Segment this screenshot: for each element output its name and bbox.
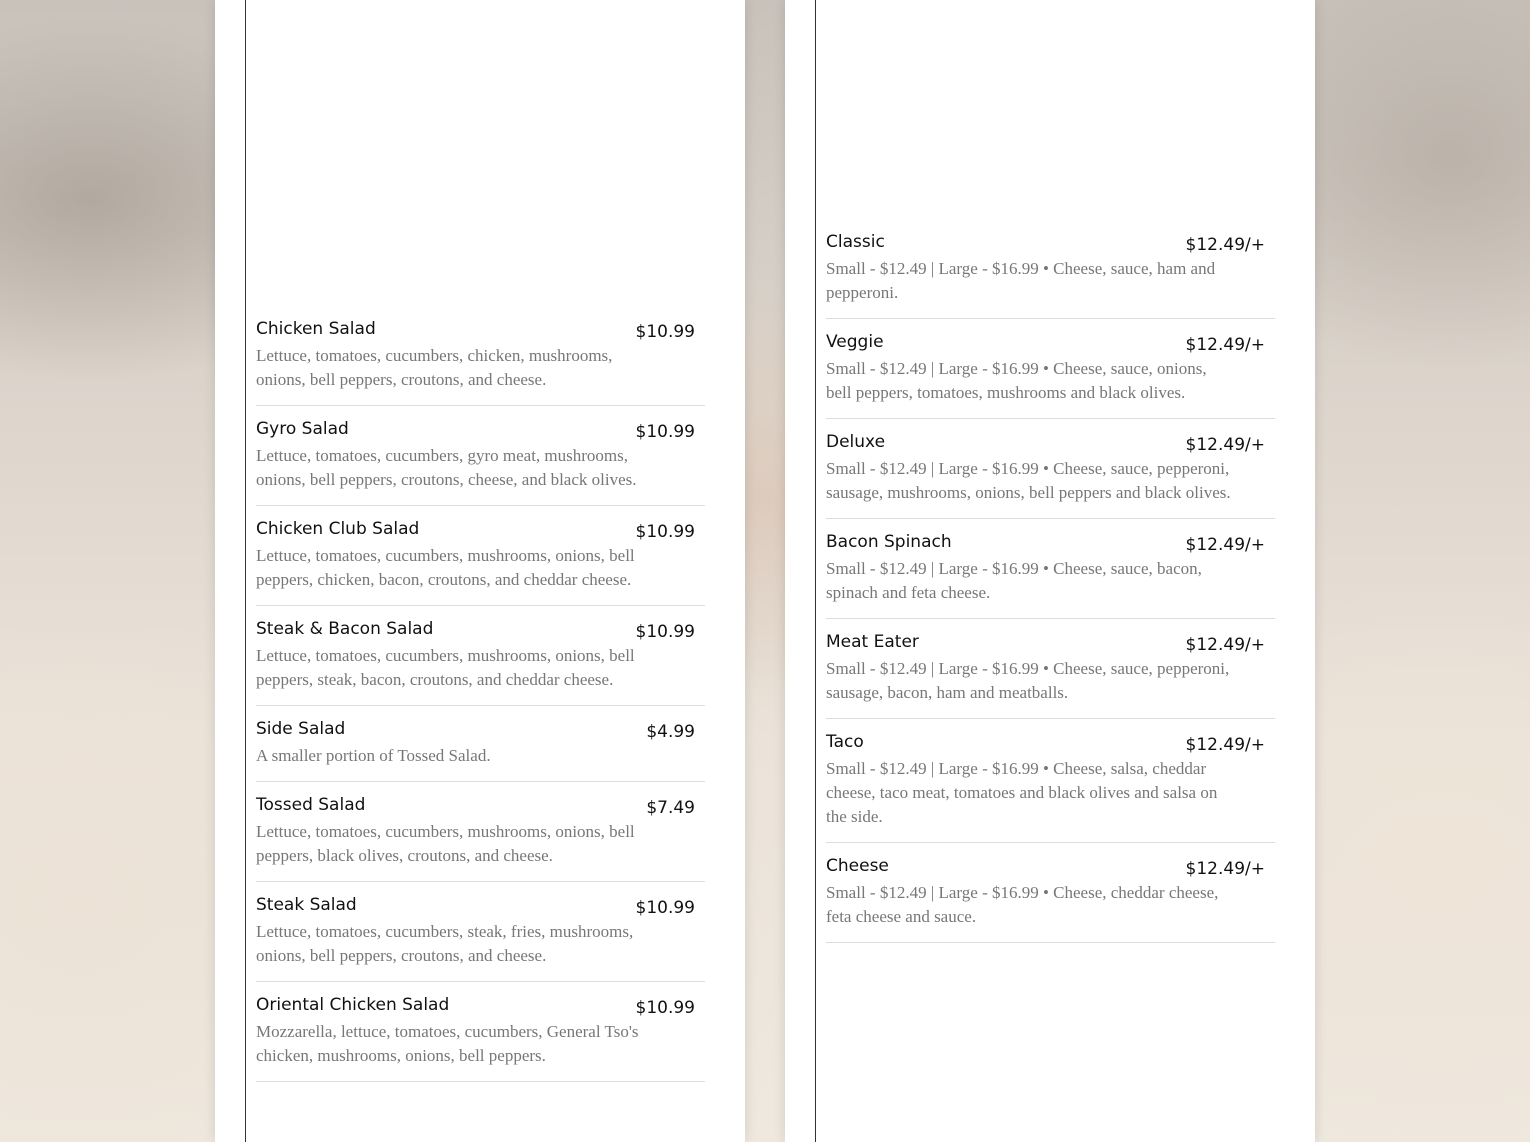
menu-item (826, 719, 1275, 843)
salad-menu-panel (215, 0, 745, 1142)
item-name: Cheese (826, 856, 889, 876)
item-price: $10.99 (635, 522, 695, 542)
menu-item (826, 419, 1275, 519)
item-name: Meat Eater (826, 632, 919, 652)
item-price: $12.49/+ (1185, 535, 1265, 555)
item-name: Steak Salad (256, 895, 357, 915)
item-price: $12.49/+ (1185, 235, 1265, 255)
item-price: $10.99 (635, 622, 695, 642)
item-description: Small - $12.49 | Large - $16.99 • Cheese, cheddar cheese, feta cheese and sauce. (826, 883, 1219, 926)
item-name: Chicken Club Salad (256, 519, 420, 539)
item-name: Veggie (826, 332, 884, 352)
item-price: $12.49/+ (1185, 435, 1265, 455)
item-description: Lettuce, tomatoes, cucumbers, chicken, mushrooms, onions, bell peppers, croutons, and cheese. (256, 346, 613, 389)
pizza-menu-panel (785, 0, 1315, 1142)
menu-item (256, 882, 705, 982)
item-price: $12.49/+ (1185, 735, 1265, 755)
item-name: Classic (826, 232, 885, 252)
item-price: $10.99 (635, 998, 695, 1018)
item-name: Side Salad (256, 719, 346, 739)
item-price: $10.99 (635, 898, 695, 918)
panel-divider (245, 0, 246, 1142)
item-price: $4.99 (646, 722, 695, 742)
item-name: Bacon Spinach (826, 532, 952, 552)
item-price: $12.49/+ (1185, 859, 1265, 879)
menu-item (256, 706, 705, 782)
item-price: $10.99 (635, 322, 695, 342)
menu-item (826, 319, 1275, 419)
item-description: A smaller portion of Tossed Salad. (256, 746, 491, 765)
menu-item (256, 506, 705, 606)
menu-item (256, 606, 705, 706)
item-price: $10.99 (635, 422, 695, 442)
item-name: Oriental Chicken Salad (256, 995, 450, 1015)
item-name: Tossed Salad (256, 795, 366, 815)
item-description: Small - $12.49 | Large - $16.99 • Cheese, sauce, bacon, spinach and feta cheese. (826, 559, 1202, 602)
menu-item (826, 619, 1275, 719)
item-description: Lettuce, tomatoes, cucumbers, mushrooms, onions, bell peppers, chicken, bacon, croutons, and cheddar cheese. (256, 546, 635, 589)
item-price: $7.49 (646, 798, 695, 818)
item-price: $12.49/+ (1185, 335, 1265, 355)
item-description: Lettuce, tomatoes, cucumbers, mushrooms, onions, bell peppers, steak, bacon, croutons, and cheddar cheese. (256, 646, 635, 689)
menu-item (256, 406, 705, 506)
panel-divider (815, 0, 816, 1142)
menu-item (826, 519, 1275, 619)
item-description: Lettuce, tomatoes, cucumbers, mushrooms, onions, bell peppers, black olives, croutons, and cheese. (256, 822, 635, 865)
item-name: Gyro Salad (256, 419, 349, 439)
item-name: Taco (826, 732, 864, 752)
item-description: Lettuce, tomatoes, cucumbers, gyro meat, mushrooms, onions, bell peppers, croutons, cheese, and black olives. (256, 446, 637, 489)
item-name: Chicken Salad (256, 319, 376, 339)
menu-item (256, 782, 705, 882)
menu-item (826, 843, 1275, 943)
item-description: Small - $12.49 | Large - $16.99 • Cheese, salsa, cheddar cheese, taco meat, tomatoes and black olives and salsa on the side. (826, 759, 1218, 826)
menu-item (826, 219, 1275, 319)
menu-item (256, 982, 705, 1082)
menu-item (256, 306, 705, 406)
item-description: Mozzarella, lettuce, tomatoes, cucumbers, General Tso's chicken, mushrooms, onions, bell peppers. (256, 1022, 639, 1065)
salad-list (256, 306, 705, 1082)
item-description: Small - $12.49 | Large - $16.99 • Cheese, sauce, pepperoni, sausage, mushrooms, onions, bell peppers and black olives. (826, 459, 1231, 502)
item-name: Deluxe (826, 432, 886, 452)
item-price: $12.49/+ (1185, 635, 1265, 655)
item-name: Steak & Bacon Salad (256, 619, 434, 639)
pizza-list (826, 219, 1275, 943)
item-description: Lettuce, tomatoes, cucumbers, steak, fries, mushrooms, onions, bell peppers, croutons, and cheese. (256, 922, 634, 965)
item-description: Small - $12.49 | Large - $16.99 • Cheese, sauce, onions, bell peppers, tomatoes, mushrooms and black olives. (826, 359, 1207, 402)
item-description: Small - $12.49 | Large - $16.99 • Cheese, sauce, pepperoni, sausage, bacon, ham and meatballs. (826, 659, 1230, 702)
item-description: Small - $12.49 | Large - $16.99 • Cheese, sauce, ham and pepperoni. (826, 259, 1216, 302)
